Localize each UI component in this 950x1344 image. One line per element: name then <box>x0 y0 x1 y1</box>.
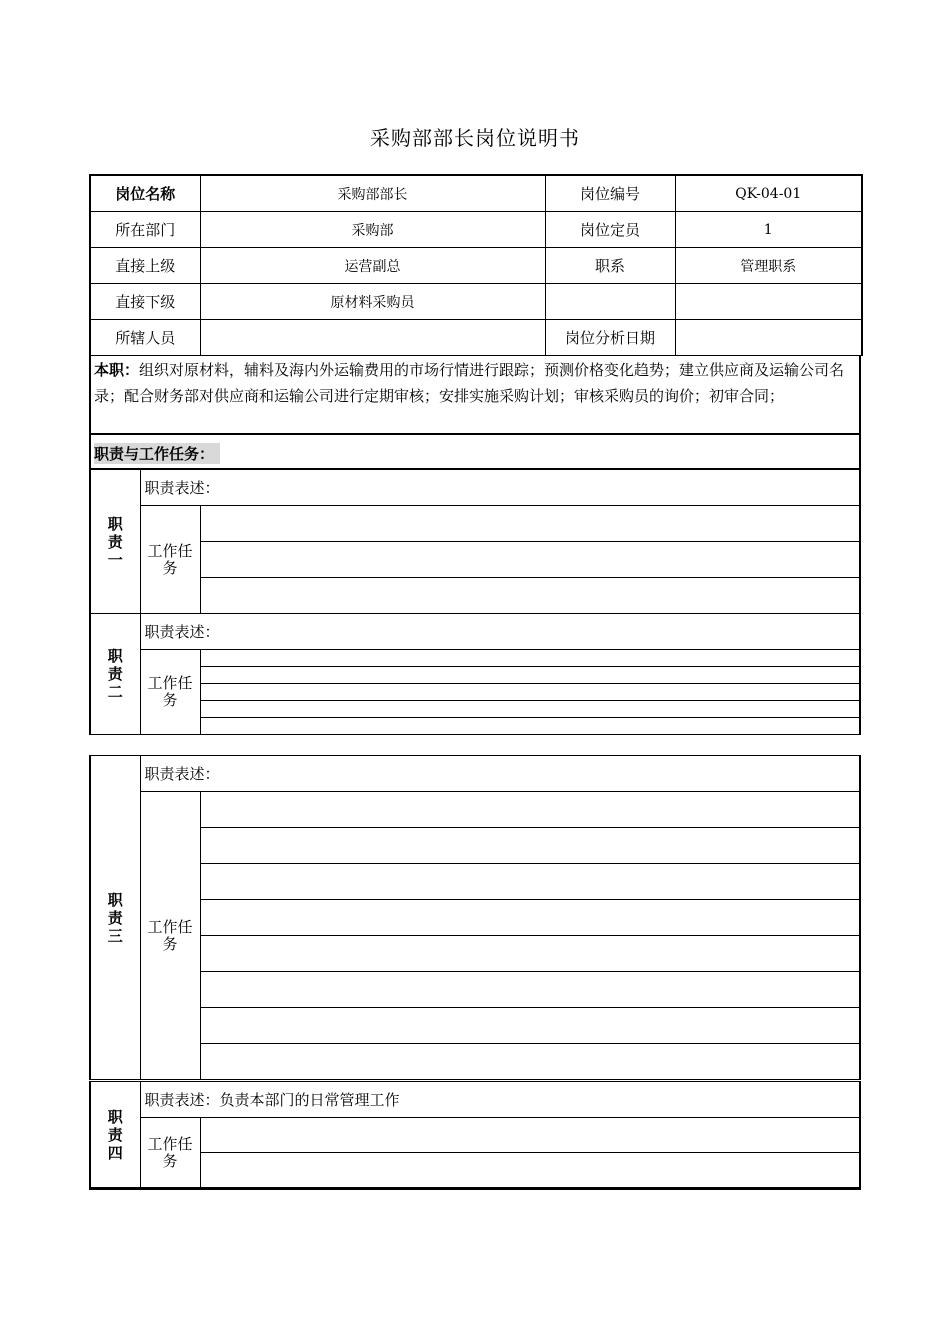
task-line <box>200 936 860 972</box>
page-title: 采购部部长岗位说明书 <box>370 126 580 150</box>
task-line <box>200 650 860 667</box>
staff-label: 所辖人员 <box>90 320 200 356</box>
staff-value <box>200 320 545 356</box>
info-row <box>90 248 862 284</box>
position-code-label: 岗位编号 <box>545 175 675 212</box>
empty-value <box>675 284 862 320</box>
duty-block <box>89 755 861 1080</box>
subordinate-value: 原材料采购员 <box>200 284 545 320</box>
department-label: 所在部门 <box>90 212 200 248</box>
position-name-label: 岗位名称 <box>90 175 200 212</box>
duty-block <box>89 613 861 735</box>
info-table <box>89 174 863 356</box>
position-code-value: QK-04-01 <box>675 175 862 212</box>
summary-text: 组织对原材料，辅料及海内外运输费用的市场行情进行跟踪；预测价格变化趋势；建立供应商及运输公司名录；配合财务部对供应商和运输公司进行定期审核；安排实施采购计划；审核采购员的询价；初审合同； <box>94 361 845 405</box>
job-summary <box>89 355 861 434</box>
summary-label: 本职： <box>94 361 140 379</box>
task-line <box>200 701 860 718</box>
task-line <box>200 864 860 900</box>
task-line <box>200 667 860 684</box>
department-value: 采购部 <box>200 212 545 248</box>
task-line <box>200 1153 860 1188</box>
duty-block <box>89 469 861 614</box>
superior-value: 运营副总 <box>200 248 545 284</box>
task-line <box>200 1118 860 1153</box>
duties-header <box>89 433 861 469</box>
duty-block <box>89 1081 861 1188</box>
info-row <box>90 320 862 356</box>
duty-description: 职责表述：负责本部门的日常管理工作 <box>140 1082 860 1118</box>
position-name-value: 采购部部长 <box>200 175 545 212</box>
analysis-date-label: 岗位分析日期 <box>545 320 675 356</box>
job-family-label: 职系 <box>545 248 675 284</box>
info-row <box>90 284 862 320</box>
duty-name: 职责三 <box>90 756 140 1080</box>
duty-description: 职责表述： <box>140 756 860 792</box>
info-row <box>90 175 862 212</box>
task-label: 工作任务 <box>140 506 200 614</box>
superior-label: 直接上级 <box>90 248 200 284</box>
duty-description: 职责表述： <box>140 470 860 506</box>
headcount-label: 岗位定员 <box>545 212 675 248</box>
empty-label <box>545 284 675 320</box>
task-line <box>200 506 860 542</box>
task-label: 工作任务 <box>140 650 200 735</box>
task-label: 工作任务 <box>140 1118 200 1188</box>
duty-description: 职责表述： <box>140 614 860 650</box>
task-line <box>200 792 860 828</box>
task-line <box>200 1044 860 1080</box>
task-label: 工作任务 <box>140 792 200 1080</box>
analysis-date-value <box>675 320 862 356</box>
task-line <box>200 718 860 735</box>
duty-name: 职责四 <box>90 1082 140 1188</box>
task-line <box>200 1008 860 1044</box>
subordinate-label: 直接下级 <box>90 284 200 320</box>
task-line <box>200 972 860 1008</box>
info-row <box>90 212 862 248</box>
task-line <box>200 684 860 701</box>
duty-name: 职责一 <box>90 470 140 614</box>
duty-name: 职责二 <box>90 614 140 735</box>
task-line <box>200 542 860 578</box>
job-family-value: 管理职系 <box>675 248 862 284</box>
task-line <box>200 828 860 864</box>
headcount-value: 1 <box>675 212 862 248</box>
duties-header-text: 职责与工作任务： <box>94 443 220 464</box>
task-line <box>200 900 860 936</box>
table-bottom-border <box>89 1188 861 1190</box>
task-line <box>200 578 860 614</box>
